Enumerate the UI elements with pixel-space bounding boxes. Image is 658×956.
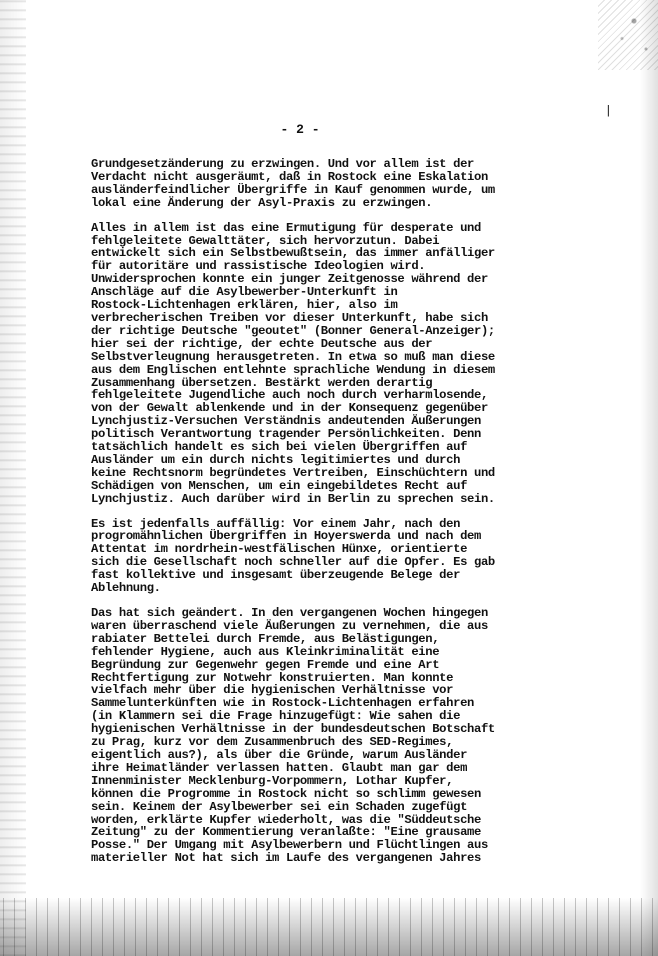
text-line: Sammelunterkünften wie in Rostock-Lichtenhagen erfahren: [91, 696, 475, 711]
text-line: politisch Verantwortung tragender Persönlichkeiten. Denn: [91, 427, 481, 442]
text-line: rabiater Bettelei durch Fremde, aus Belästigungen,: [91, 631, 440, 646]
text-line: aus dem Englischen entlehnte sprachliche Wendung in diesem: [91, 362, 495, 377]
text-line: fehlender Hygiene, auch aus Kleinkriminalität eine: [91, 644, 440, 659]
text-line: Alles in allem ist das eine Ermutigung für desperate und: [91, 220, 481, 235]
text-line: verbrecherischen Treiben vor dieser Unterkunft, habe sich: [91, 310, 488, 325]
text-line: Anschläge auf die Asylbewerber-Unterkunft in: [91, 285, 398, 300]
text-line: Ausländer um ein durch nichts legitimiertes und durch: [91, 452, 461, 467]
text-line: keine Rechtsnorm begründetes Vertreiben, Einschüchtern und: [91, 465, 495, 480]
text-line: Posse." Der Umgang mit Asylbewerbern und Flüchtlingen aus: [91, 838, 488, 853]
text-line: Das hat sich geändert. In den vergangenen Wochen hingegen: [91, 606, 488, 620]
paragraph: [91, 607, 521, 865]
text-line: Schädigen von Menschen, um ein eingebildetes Recht auf: [91, 478, 468, 493]
paragraph: [91, 222, 521, 506]
text-line: entwickelt sich ein Selbstbewußtsein, das immer anfälliger: [91, 246, 495, 261]
text-line: hier sei der richtige, der echte Deutsche aus der: [91, 336, 433, 351]
scan-edge-bottom: [0, 898, 658, 956]
text-line: fehlgeleitete Jugendliche auch noch durch verharmlosende,: [91, 388, 488, 403]
text-line: ihre Heimatländer verlassen hatten. Glaubt man gar dem: [91, 760, 468, 775]
text-line: Rechtfertigung zur Notwehr konstruierten. Man konnte: [91, 670, 454, 685]
text-line: Es ist jedenfalls auffällig: Vor einem Jahr, nach den: [91, 516, 461, 531]
text-line: fast kollektive und insgesamt überzeugende Belege der: [91, 568, 461, 583]
text-line: Begründung zur Gegenwehr gegen Fremde und eine Art: [91, 657, 440, 672]
scan-edge-left: [0, 0, 26, 956]
text-line: materieller Not hat sich im Laufe des vergangenen Jahres: [91, 851, 481, 866]
scan-edge-right: [640, 0, 658, 956]
scan-corner-smudge: [598, 0, 658, 70]
text-line: Grundgesetzänderung zu erzwingen. Und vor allem ist der: [91, 157, 475, 171]
text-line: worden, erklärte Kupfer wiederholt, was die "Süddeutsche: [91, 812, 481, 827]
text-line: zu Prag, kurz vor dem Zusammenbruch des SED-Regimes,: [91, 735, 454, 750]
text-line: sich die Gesellschaft noch schneller auf die Opfer. Es gab: [91, 555, 495, 570]
text-line: von der Gewalt ablenkende und in der Konsequenz gegenüber: [91, 401, 488, 416]
text-line: waren überraschend viele Äußerungen zu vernehmen, die aus: [91, 618, 488, 633]
text-line: können die Progromme in Rostock nicht so schlimm gewesen: [91, 786, 481, 801]
text-line: eigentlich aus?), als über die Gründe, warum Ausländer: [91, 747, 468, 762]
text-line: Verdacht nicht ausgeräumt, daß in Rostock eine Eskalation: [91, 169, 488, 184]
text-line: vielfach mehr über die hygienischen Verhältnisse vor: [91, 683, 454, 698]
text-line: ausländerfeindlicher Übergriffe in Kauf genommen wurde, um: [91, 182, 495, 197]
text-line: fehlgeleitete Gewalttäter, sich hervorzutun. Dabei: [91, 233, 440, 248]
text-line: Zusammenhang übersetzen. Bestärkt werden derartig: [91, 375, 433, 390]
text-line: hygienischen Verhältnisse in der bundesdeutschen Botschaft: [91, 722, 495, 737]
text-line: für autoritäre und rassistische Ideologien wird.: [91, 259, 426, 274]
text-line: Zeitung" zu der Kommentierung veranlaßte: "Eine grausame: [91, 825, 481, 840]
text-line: sein. Keinem der Asylbewerber sei ein Schaden zugefügt: [91, 799, 468, 814]
text-line: Innenminister Mecklenburg-Vorpommern, Lothar Kupfer,: [91, 773, 454, 788]
text-line: der richtige Deutsche "geoutet" (Bonner General-Anzeiger);: [91, 323, 495, 338]
margin-mark: |: [604, 104, 612, 118]
text-line: lokal eine Änderung der Asyl-Praxis zu erzwingen.: [91, 195, 433, 210]
text-line: (in Klammern sei die Frage hinzugefügt: Wie sahen die: [91, 709, 461, 724]
text-line: Lynchjustiz. Auch darüber wird in Berlin zu sprechen sein.: [91, 491, 495, 506]
paragraph: [91, 158, 521, 210]
text-line: progromähnlichen Übergriffen in Hoyerswerda und nach dem: [91, 529, 481, 544]
text-line: Ablehnung.: [91, 581, 161, 596]
paragraph: [91, 518, 521, 595]
text-line: Unwidersprochen konnte ein junger Zeitgenosse während der: [91, 272, 488, 287]
document-body: [91, 158, 521, 877]
text-line: Rostock-Lichtenhagen erklären, hier, also im: [91, 298, 398, 313]
text-line: tatsächlich handelt es sich bei vielen Übergriffen auf: [91, 440, 468, 455]
text-line: Attentat im nordrhein-westfälischen Hünxe, orientierte: [91, 542, 468, 557]
text-line: Lynchjustiz-Versuchen Verständnis andeutenden Äußerungen: [91, 414, 481, 429]
page-number: - 2 -: [280, 122, 320, 137]
text-line: Selbstverleugnung herausgetreten. In etwa so muß man diese: [91, 349, 495, 364]
